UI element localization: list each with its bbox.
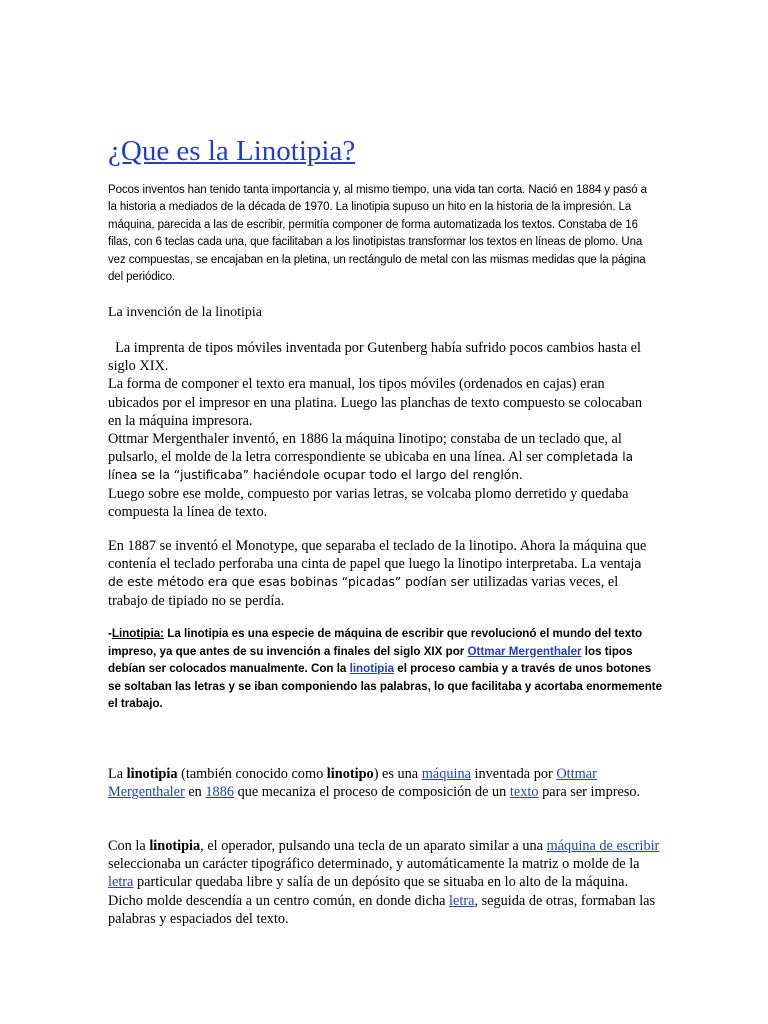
wiki2-bold-linotipia: linotipia	[149, 838, 201, 854]
definition-term: Linotipia:	[111, 627, 165, 640]
history-line-2: La forma de componer el texto era manual, los tipos móviles (ordenados en cajas) eran ubicados por el impresor en una platina. Luego las planchas de texto compuesto se colocaban en la máquina impresora.	[108, 376, 642, 429]
link-letra-2[interactable]: letra	[449, 892, 475, 909]
definition-text-1: La linotipia es una especie de máquina de escribir que revolucionó el mundo del texto impreso, ya que antes de su invención a finales del siglo XIX por	[108, 627, 643, 658]
wiki1-text-5: en	[184, 784, 206, 801]
history-line-4: Luego sobre ese molde, compuesto por varias letras, se volcaba plomo derretido y quedaba compuesta la línea de texto.	[108, 485, 629, 520]
link-ottmar-mergenthaler-2[interactable]: Ottmar Mergenthaler	[108, 766, 597, 801]
history-line-3a: Ottmar Mergenthaler inventó, en 1886 la máquina linotipo; constaba de un teclado que, al pulsarlo, el molde de la letra correspondiente se ubicaba en una línea. Al ser	[108, 431, 622, 466]
monotype-text-b: ja de este método era que esas bobinas “picadas” podían ser	[108, 557, 642, 590]
link-maquina-de-escribir[interactable]: máquina de escribir	[546, 838, 660, 854]
history-paragraph	[108, 339, 658, 521]
history-line-3	[108, 430, 658, 485]
wiki1-text-2: (también conocido como	[177, 766, 327, 782]
wiki-paragraph-2	[108, 837, 660, 928]
monotype-text-c: utilizadas varias veces, el trabajo de tipiado no se perdía.	[108, 574, 619, 609]
definition-text-3: el proceso cambia y a través de unos botones se soltaban las letras y se iban componiendo las palabras, lo que facilitaba y acortaba enormemente el trabajo.	[108, 662, 663, 710]
wiki2-text-2: , el operador, pulsando una tecla de un aparato similar a una	[200, 838, 547, 854]
definition-text-2: los tipos debían ser colocados manualmente. Con la	[108, 644, 633, 675]
link-maquina[interactable]: máquina	[421, 766, 471, 782]
definition-prefix: -	[108, 627, 112, 640]
history-line-3b: completada la línea se la “justificaba” haciéndole ocupar todo el largo del renglón.	[108, 450, 634, 483]
wiki1-text-6: que mecaniza el proceso de composición de un	[234, 784, 510, 801]
page-title: ¿Que es la Linotipia?	[108, 135, 356, 167]
wiki1-text-7: para ser impreso.	[538, 784, 641, 801]
link-ottmar-mergenthaler[interactable]: Ottmar Mergenthaler	[467, 644, 582, 658]
wiki1-text-3: ) es una	[373, 766, 422, 782]
wiki2-text-3: seleccionaba un carácter tipográfico determinado, y automáticamente la matriz o molde de la	[108, 856, 640, 873]
monotype-text-a: En 1887 se inventó el Monotype, que separaba el teclado de la linotipo. Ahora la máquina que contenía el teclado perforaba una cinta de papel que luego la linotipo interpretaba. La venta	[108, 538, 647, 573]
wiki1-text-4: inventada por	[470, 766, 557, 782]
link-texto[interactable]: texto	[509, 784, 539, 801]
wiki1-text-1: La	[108, 766, 127, 782]
wiki2-text-4: particular quedaba libre y salía de un depósito que se situaba en lo alto de la máquina. Dicho molde descendía a un centro común, en donde dicha	[108, 874, 629, 909]
link-letra[interactable]: letra	[108, 874, 134, 891]
section-subheading: La invención de la linotipia	[108, 305, 262, 320]
wiki1-bold-linotipo: linotipo	[326, 766, 374, 782]
link-linotipia[interactable]: linotipia	[349, 662, 395, 675]
wiki2-text-5: , seguida de otras, formaban las palabras y espaciados del texto.	[108, 892, 656, 927]
link-1886[interactable]: 1886	[205, 784, 234, 801]
monotype-paragraph	[108, 537, 658, 610]
definition-paragraph	[108, 625, 664, 713]
history-line-1: La imprenta de tipos móviles inventada por Gutenberg había sufrido pocos cambios hasta el siglo XIX.	[108, 340, 645, 375]
intro-paragraph: Pocos inventos han tenido tanta importancia y, al mismo tiempo, una vida tan corta. Nació en 1884 y pasó a la historia a mediados de la década de 1970. La linotipia supuso un hito en la historia de la impresión. La máquina, parecida a las de escribir, permitía componer de forma automatizada los textos. Constaba de 16 filas, con 6 teclas cada una, que facilitaban a los linotipistas transformar los textos en líneas de plomo. Una vez compuestas, se encajaban en la pletina, un rectángulo de metal con las mismas medidas que la página del periódico.	[108, 184, 647, 284]
wiki-paragraph-1	[108, 765, 658, 801]
wiki2-text-1: Con la	[108, 838, 150, 854]
wiki1-bold-linotipia: linotipia	[126, 766, 178, 782]
